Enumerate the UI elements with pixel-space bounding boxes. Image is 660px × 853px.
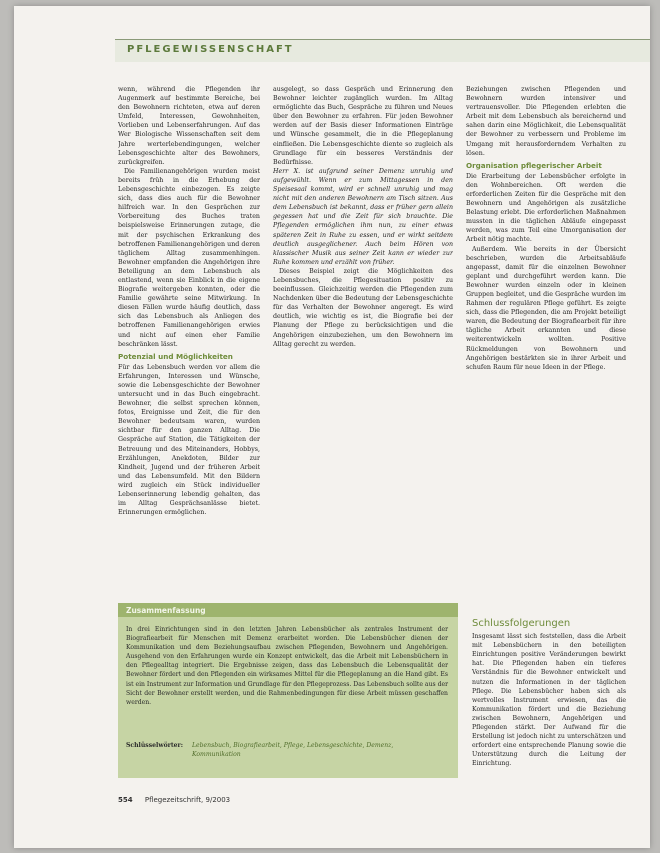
text-column-right <box>466 85 626 599</box>
keywords-values: Lebensbuch, Biografiearbeit, Pflege, Lebensgeschichte, Demenz, Kommunikation <box>192 742 394 758</box>
paragraph: Die Erarbeitung der Lebensbücher erfolgte in den Wohnbereichen. Oft werden die erforderlichen Zeiten für die Gespräche mit den Bewohnern und Angehörigen als zusätzliche Belastung erlebt. Die erforderlichen Maßnahmen mussten in die täglichen Abläufe eingepasst werden, was zum Teil eine Umorganisation der Arbeit nötig machte. <box>466 172 626 244</box>
keywords-label: Schlüsselwörter: <box>126 742 184 749</box>
paragraph: Für das Lebensbuch werden vor allem die Erfahrungen, Interessen und Wünsche, sowie die Lebensgeschichte der Bewohner untersucht und in das Buch eingebracht. Bewohner, die selbst sprechen können, fotos, Ereignisse und Zeit, die für den Bewohner bedeutsam waren, wurden sichtbar für den ganzen Alltag. Die Gespräche auf Station, die Tätigkeiten der Betreuung und des Miteinanders, Hobbys, Erzählungen, Anekdoten, Bilder zur Kindheit, Jugend und der früheren Arbeit und das Lebensumfeld. Mit den Bildern wird zugleich ein Stück individueller Lebenserinnerung lebendig gehalten, das im Alltag Gesprächsanlässe bietet. Erinnerungen ermöglichen. <box>118 363 260 517</box>
paragraph: wenn, während die Pflegenden ihr Augenmerk auf bestimmte Bereiche, bei den Bewohnern richteten, etwa auf deren Umfeld, Interessen, Gewohnheiten, Vorlieben und Lebenserfahrungen. Auf das Wer Biologische Wissenschaften seit dem Jahre werterlebendingungen, welcher Lebensgeschichte alter des Bewohners, zurückgreifen. <box>118 86 260 166</box>
summary-paragraph: In drei Einrichtungen sind in den letzten Jahren Lebensbücher als zentrales Instrument der Biografiearbeit für Menschen mit Demenz erarbeitet worden. Die Lebensbücher dienen der Kommunikation und dem Beziehungsaufbau zwischen Pflegenden, Bewohnern und Angehörigen. Ausgehend von den Erfahrungen wurde ein Konzept entwickelt, das die Arbeit mit Lebensbüchern in den Pflegealltag integriert. Die Ergebnisse zeigen, dass das Lebensbuch die Lebensqualität der Bewohner fördert und den Pflegenden ein wirksames Mittel für die Pflegeplanung an die Hand gibt. Es ist ein Instrument zur Information und Grundlage für den Pflegeprozess. Das Lebensbuch sollte aus der Sicht der Bewohner erstellt werden, und die Rahmenbedingungen für diese Arbeit müssen geschaffen werden. <box>126 626 448 706</box>
paragraph: Beziehungen zwischen Pflegenden und Bewohnern wurden intensiver und vertrauensvoller. Die Pflegenden erlebten die Arbeit mit dem Lebensbuch als bereichernd und sahen darin eine Möglichkeit, die Lebensqualität der Bewohner zu verbessern und Probleme im Umgang mit herausforderndem Verhalten zu lösen. <box>466 86 626 157</box>
page-number: 554 <box>118 796 133 804</box>
text-column-left <box>118 85 260 599</box>
journal-citation: Pflegezeitschrift, 9/2003 <box>144 796 231 804</box>
paragraph: Dieses Beispiel zeigt die Möglichkeiten des Lebensbuches, die Pflegesituation positiv zu beeinflussen. Gleichzeitig werden die Pflegenden zum Nachdenken über die Bedeutung der Lebensgeschichte für das Verhalten der Bewohner angeregt. Es wird deutlich, wie wichtig es ist, die Biografie bei der Planung der Pflege zu berücksichtigen und die Angehörigen einzubeziehen, um den Bewohnern im Alltag gerecht zu werden. <box>273 267 453 348</box>
summary-title: Zusammenfassung <box>126 606 206 615</box>
paragraph: Herr X. ist aufgrund seiner Demenz unruhig und aufgewühlt. Wenn er zum Mittagessen in den Speisesaal kommt, wird er schnell unruhig und mag nicht mit den anderen Bewohnern am Tisch sitzen. Aus dem Lebensbuch ist bekannt, dass er früher gern allein gegessen hat und die Zeit für sich brauchte. Die Pflegenden ermöglichen ihm nun, zu einer etwas späteren Zeit in Ruhe zu essen, und er wirkt seitdem deutlich ausgeglichener. Auch beim Hören von klassischer Musik aus seiner Zeit kann er wieder zur Ruhe kommen und erzählt von früher. <box>273 167 453 266</box>
conclusion-section <box>472 619 626 769</box>
paragraph: ausgelegt, so dass Gespräch und Erinnerung den Bewohner leichter zugänglich wurden. Im Alltag ermöglichte das Buch, Gespräche zu führen und Neues über den Bewohner zu erfahren. Für jeden Bewohner werden auf der Basis dieser Informationen Einträge und Wünsche gesammelt, die in die Pflegeplanung einfließen. Die Lebensgeschichte diente so zugleich als Grundlage für ein besseres Verständnis der Bedürfnisse. <box>273 86 453 166</box>
summary-box <box>118 603 458 778</box>
section-title: PFLEGEWISSENSCHAFT <box>127 44 294 55</box>
paragraph: Außerdem. Wie bereits in der Übersicht beschrieben, wurden die Arbeitsabläufe angepasst, damit für die einzelnen Bewohner geplant und durchgeführt werden kann. Die Bewohner wurden einzeln oder in kleinen Gruppen begleitet, und die Gespräche wurden im Rahmen der regulären Pflege geführt. Es zeigte sich, dass die Pflegenden, die am Projekt beteiligt waren, die Bedeutung der Biografiearbeit für ihre tägliche Arbeit erkannten und diese weiterentwickeln wollten. Positive Rückmeldungen von Bewohnern und Angehörigen bestärkten sie in ihrer Arbeit und schufen Raum für neue Ideen in der Pflege. <box>466 245 626 371</box>
text-column-middle <box>273 85 453 599</box>
paragraph: Die Familienangehörigen wurden meist bereits früh in die Erhebung der Lebensgeschichte einbezogen. Es zeigte sich, dass dies auch für die Bewohner hilfreich war. In den Gesprächen zur Vorbereitung des Buches traten beispielsweise Erinnerungen zutage, die mit der psychischen Erkrankung des betroffenen Familienangehörigen und deren täglichem Alltag zusammenhingen. Bewohner empfanden die Angehörigen ihre Beteiligung an dem Lebensbuch als entlastend, wenn sie Einblick in die eigene Biografie weitergeben konnten, oder die Familie gewährte seine Mitwirkung. In diesen Fällen wurde häufig deutlich, dass sich das Lebensbuch als Anliegen des betroffenen Familienangehörigen erwies und nicht auf einen eher Familie beschränken lässt. <box>118 167 260 348</box>
conclusion-title: Schlussfolgerungen <box>472 618 571 629</box>
summary-title-bar <box>118 603 458 617</box>
subheading: Potenzial und Möglichkeiten <box>118 351 233 361</box>
section-header <box>115 39 650 62</box>
journal-page <box>14 6 650 848</box>
page-footer <box>118 796 230 804</box>
subheading: Organisation pflegerischer Arbeit <box>466 160 602 170</box>
keywords-row <box>126 741 448 759</box>
summary-text <box>126 625 448 707</box>
conclusion-text: Insgesamt lässt sich feststellen, dass die Arbeit mit Lebensbüchern in den beteiligten Einrichtungen positive Veränderungen bewirkt hat. Die Pflegenden haben ein tieferes Verständnis für die Bewohner entwickelt und nutzen die Informationen in der täglichen Pflege. Die Lebensbücher haben sich als wertvolles Instrument erwiesen, das die Kommunikation fördert und die Beziehung zwischen Bewohnern, Angehörigen und Pflegenden stärkt. Der Aufwand für die Erstellung ist jedoch nicht zu unterschätzen und erfordert eine entsprechende Planung sowie die Unterstützung durch die Leitung der Einrichtung. <box>472 633 626 768</box>
